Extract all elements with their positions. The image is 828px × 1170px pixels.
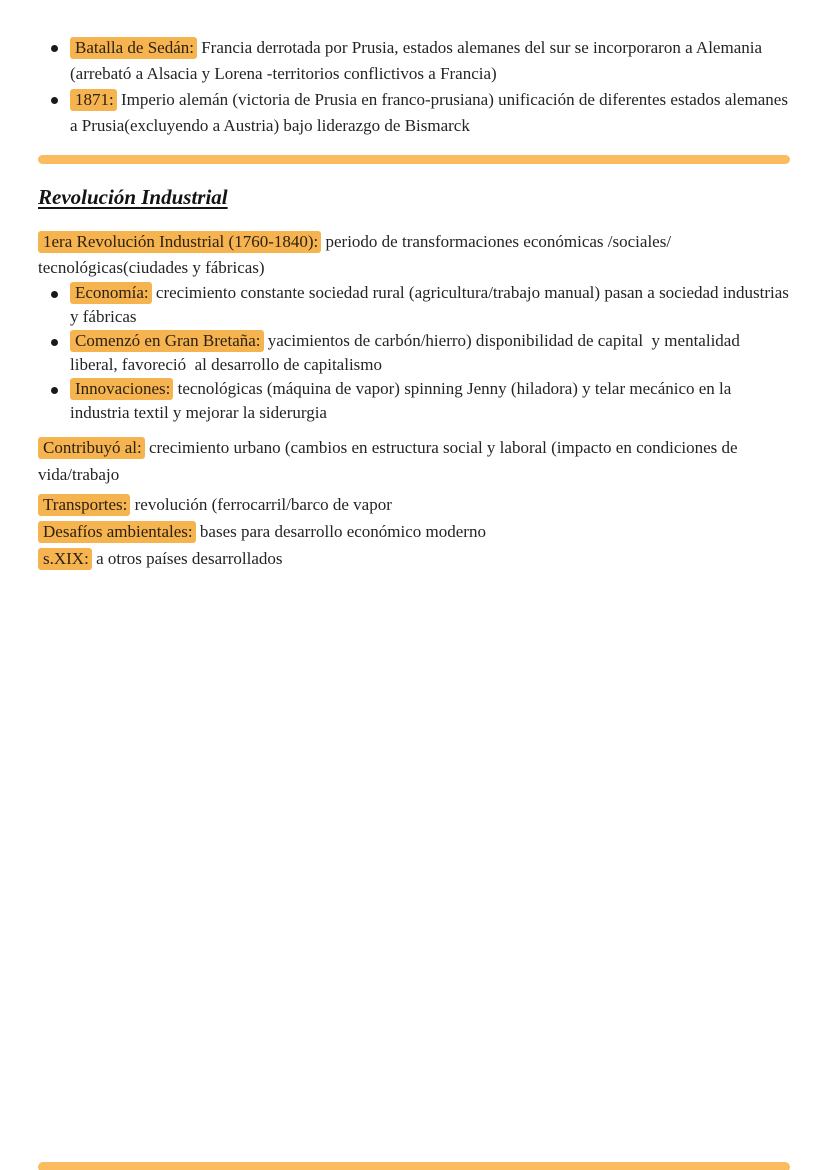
list-item (70, 281, 794, 329)
summary-line (38, 545, 790, 572)
section-divider (38, 155, 790, 164)
item-highlight-label: 1871: (70, 89, 117, 111)
industrial-revolution-list (38, 281, 794, 425)
notes-content (0, 0, 828, 572)
summary-text: bases para desarrollo económico moderno (199, 522, 486, 541)
list-item (70, 35, 790, 87)
contribution-text: crecimiento urbano (cambios en estructura social y laboral (impacto en condiciones de vida/trabajo (38, 438, 742, 484)
contribution-paragraph (38, 434, 790, 488)
summary-text: a otros países desarrollados (96, 549, 283, 568)
intro-text: periodo de transformaciones económicas /sociales/ tecnológicas(ciudades y fábricas) (38, 232, 676, 277)
summary-text: revolución (ferrocarril/barco de vapor (134, 495, 392, 514)
german-unification-list (38, 35, 793, 139)
section-heading: Revolución Industrial (38, 185, 228, 209)
summary-line (38, 518, 790, 545)
item-text: yacimientos de carbón/hierro) disponibilidad de capital y mentalidad liberal, favoreció al desarrollo de capitalismo (70, 331, 745, 374)
list-item (70, 329, 790, 377)
summary-highlight-label: Transportes: (38, 494, 130, 516)
item-highlight-label: Innovaciones: (70, 378, 173, 400)
item-highlight-label: Comenzó en Gran Bretaña: (70, 330, 264, 352)
summary-line (38, 491, 790, 518)
list-item (70, 377, 790, 425)
item-highlight-label: Batalla de Sedán: (70, 37, 197, 59)
item-text: crecimiento constante sociedad rural (agricultura/trabajo manual) pasan a sociedad industrias y fábricas (70, 283, 794, 326)
summary-lines (38, 491, 790, 572)
contribution-highlight-label: Contribuyó al: (38, 437, 145, 459)
item-text: Francia derrotada por Prusia, estados alemanes del sur se incorporaron a Alemania (arrebató a Alsacia y Lorena -territorios conflictivos a Francia) (70, 38, 767, 83)
item-highlight-label: Economía: (70, 282, 152, 304)
next-page-divider (38, 1162, 790, 1170)
intro-paragraph (38, 229, 790, 281)
intro-highlight-label: 1era Revolución Industrial (1760-1840): (38, 231, 321, 253)
item-text: Imperio alemán (victoria de Prusia en franco-prusiana) unificación de diferentes estados alemanes a Prusia(excluyendo a Austria) bajo liderazgo de Bismarck (70, 90, 793, 135)
summary-highlight-label: s.XIX: (38, 548, 92, 570)
list-item (70, 87, 793, 139)
item-text: tecnológicas (máquina de vapor) spinning Jenny (hiladora) y telar mecánico en la industria textil y mejorar la siderurgia (70, 379, 736, 422)
summary-highlight-label: Desafíos ambientales: (38, 521, 196, 543)
